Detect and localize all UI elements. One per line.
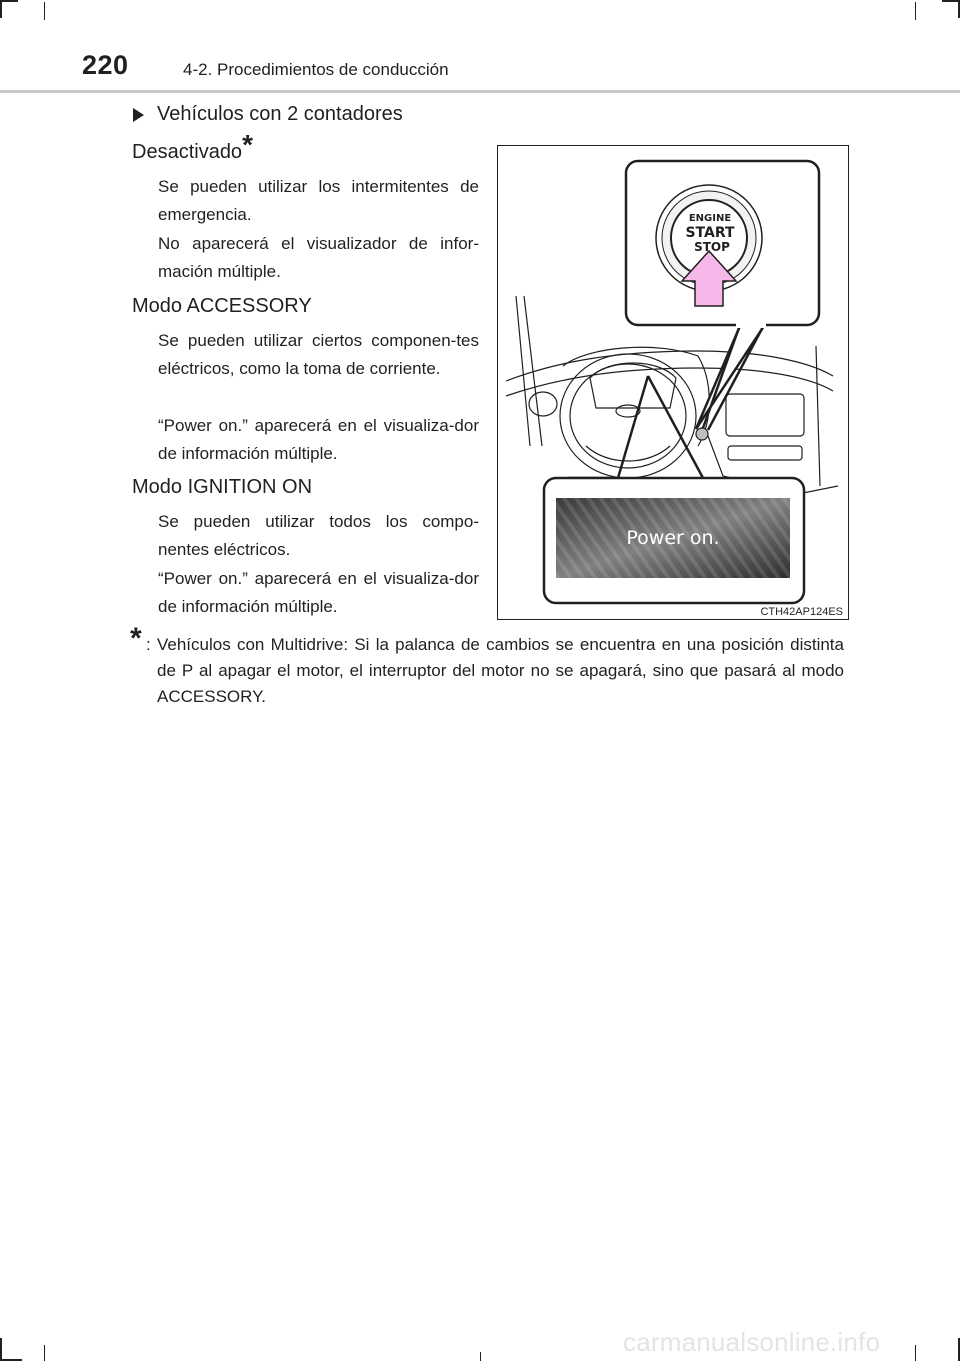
paragraph: Se pueden utilizar todos los compo-nentes eléctricos. <box>158 512 479 559</box>
crop-mark <box>44 2 45 20</box>
paragraph: “Power on.” aparecerá en el visualiza-dor de información múltiple. <box>158 416 479 463</box>
crop-mark <box>0 1338 2 1361</box>
crop-mark <box>915 1345 916 1361</box>
footnote-text: Vehículos con Multidrive: Si la palanca de cambios se encuentra en una posición distinta de P al apagar el motor, el interruptor del motor no se apagará, sino que pasará al modo ACCESSORY. <box>157 635 844 706</box>
footnote <box>130 622 844 710</box>
dashboard-illustration <box>497 145 849 620</box>
crop-mark <box>915 2 916 20</box>
footnote-colon: : <box>146 635 151 654</box>
mode-title: Desactivado <box>132 141 243 163</box>
mode-heading-accessory: Modo ACCESSORY <box>132 295 312 317</box>
button-label-stop: STOP <box>694 240 730 254</box>
section-title: 4-2. Procedimientos de conducción <box>183 60 449 79</box>
crop-mark <box>0 0 18 2</box>
paragraph: No aparecerá el visualizador de infor-mación múltiple. <box>158 234 479 281</box>
page-number: 220 <box>82 50 129 80</box>
display-message: Power on. <box>626 527 720 549</box>
crop-mark <box>480 1352 481 1361</box>
figure-code: CTH42AP124ES <box>760 606 843 618</box>
header-divider <box>0 90 960 93</box>
crop-mark <box>44 1345 45 1361</box>
mode-heading-off <box>132 129 253 164</box>
watermark: carmanualsonline.info <box>623 1327 881 1357</box>
crop-mark <box>0 0 2 18</box>
footnote-marker: * <box>242 129 253 161</box>
footnote-marker: * <box>130 622 142 655</box>
paragraph: “Power on.” aparecerá en el visualiza-dor de información múltiple. <box>158 569 479 616</box>
dashboard-drawing <box>498 146 848 619</box>
paragraph: Se pueden utilizar los intermitentes de emergencia. <box>158 177 479 224</box>
paragraph: Se pueden utilizar ciertos componen-tes eléctricos, como la toma de corriente. <box>158 331 479 378</box>
crop-mark <box>942 0 960 2</box>
triangle-bullet-icon <box>133 108 144 122</box>
mode-heading-ignition-on: Modo IGNITION ON <box>132 476 313 498</box>
button-label-start: START <box>685 225 735 241</box>
vehicle-heading <box>133 103 403 126</box>
vehicle-heading-label: Vehículos con 2 contadores <box>157 103 403 125</box>
button-label-engine: ENGINE <box>688 213 732 224</box>
